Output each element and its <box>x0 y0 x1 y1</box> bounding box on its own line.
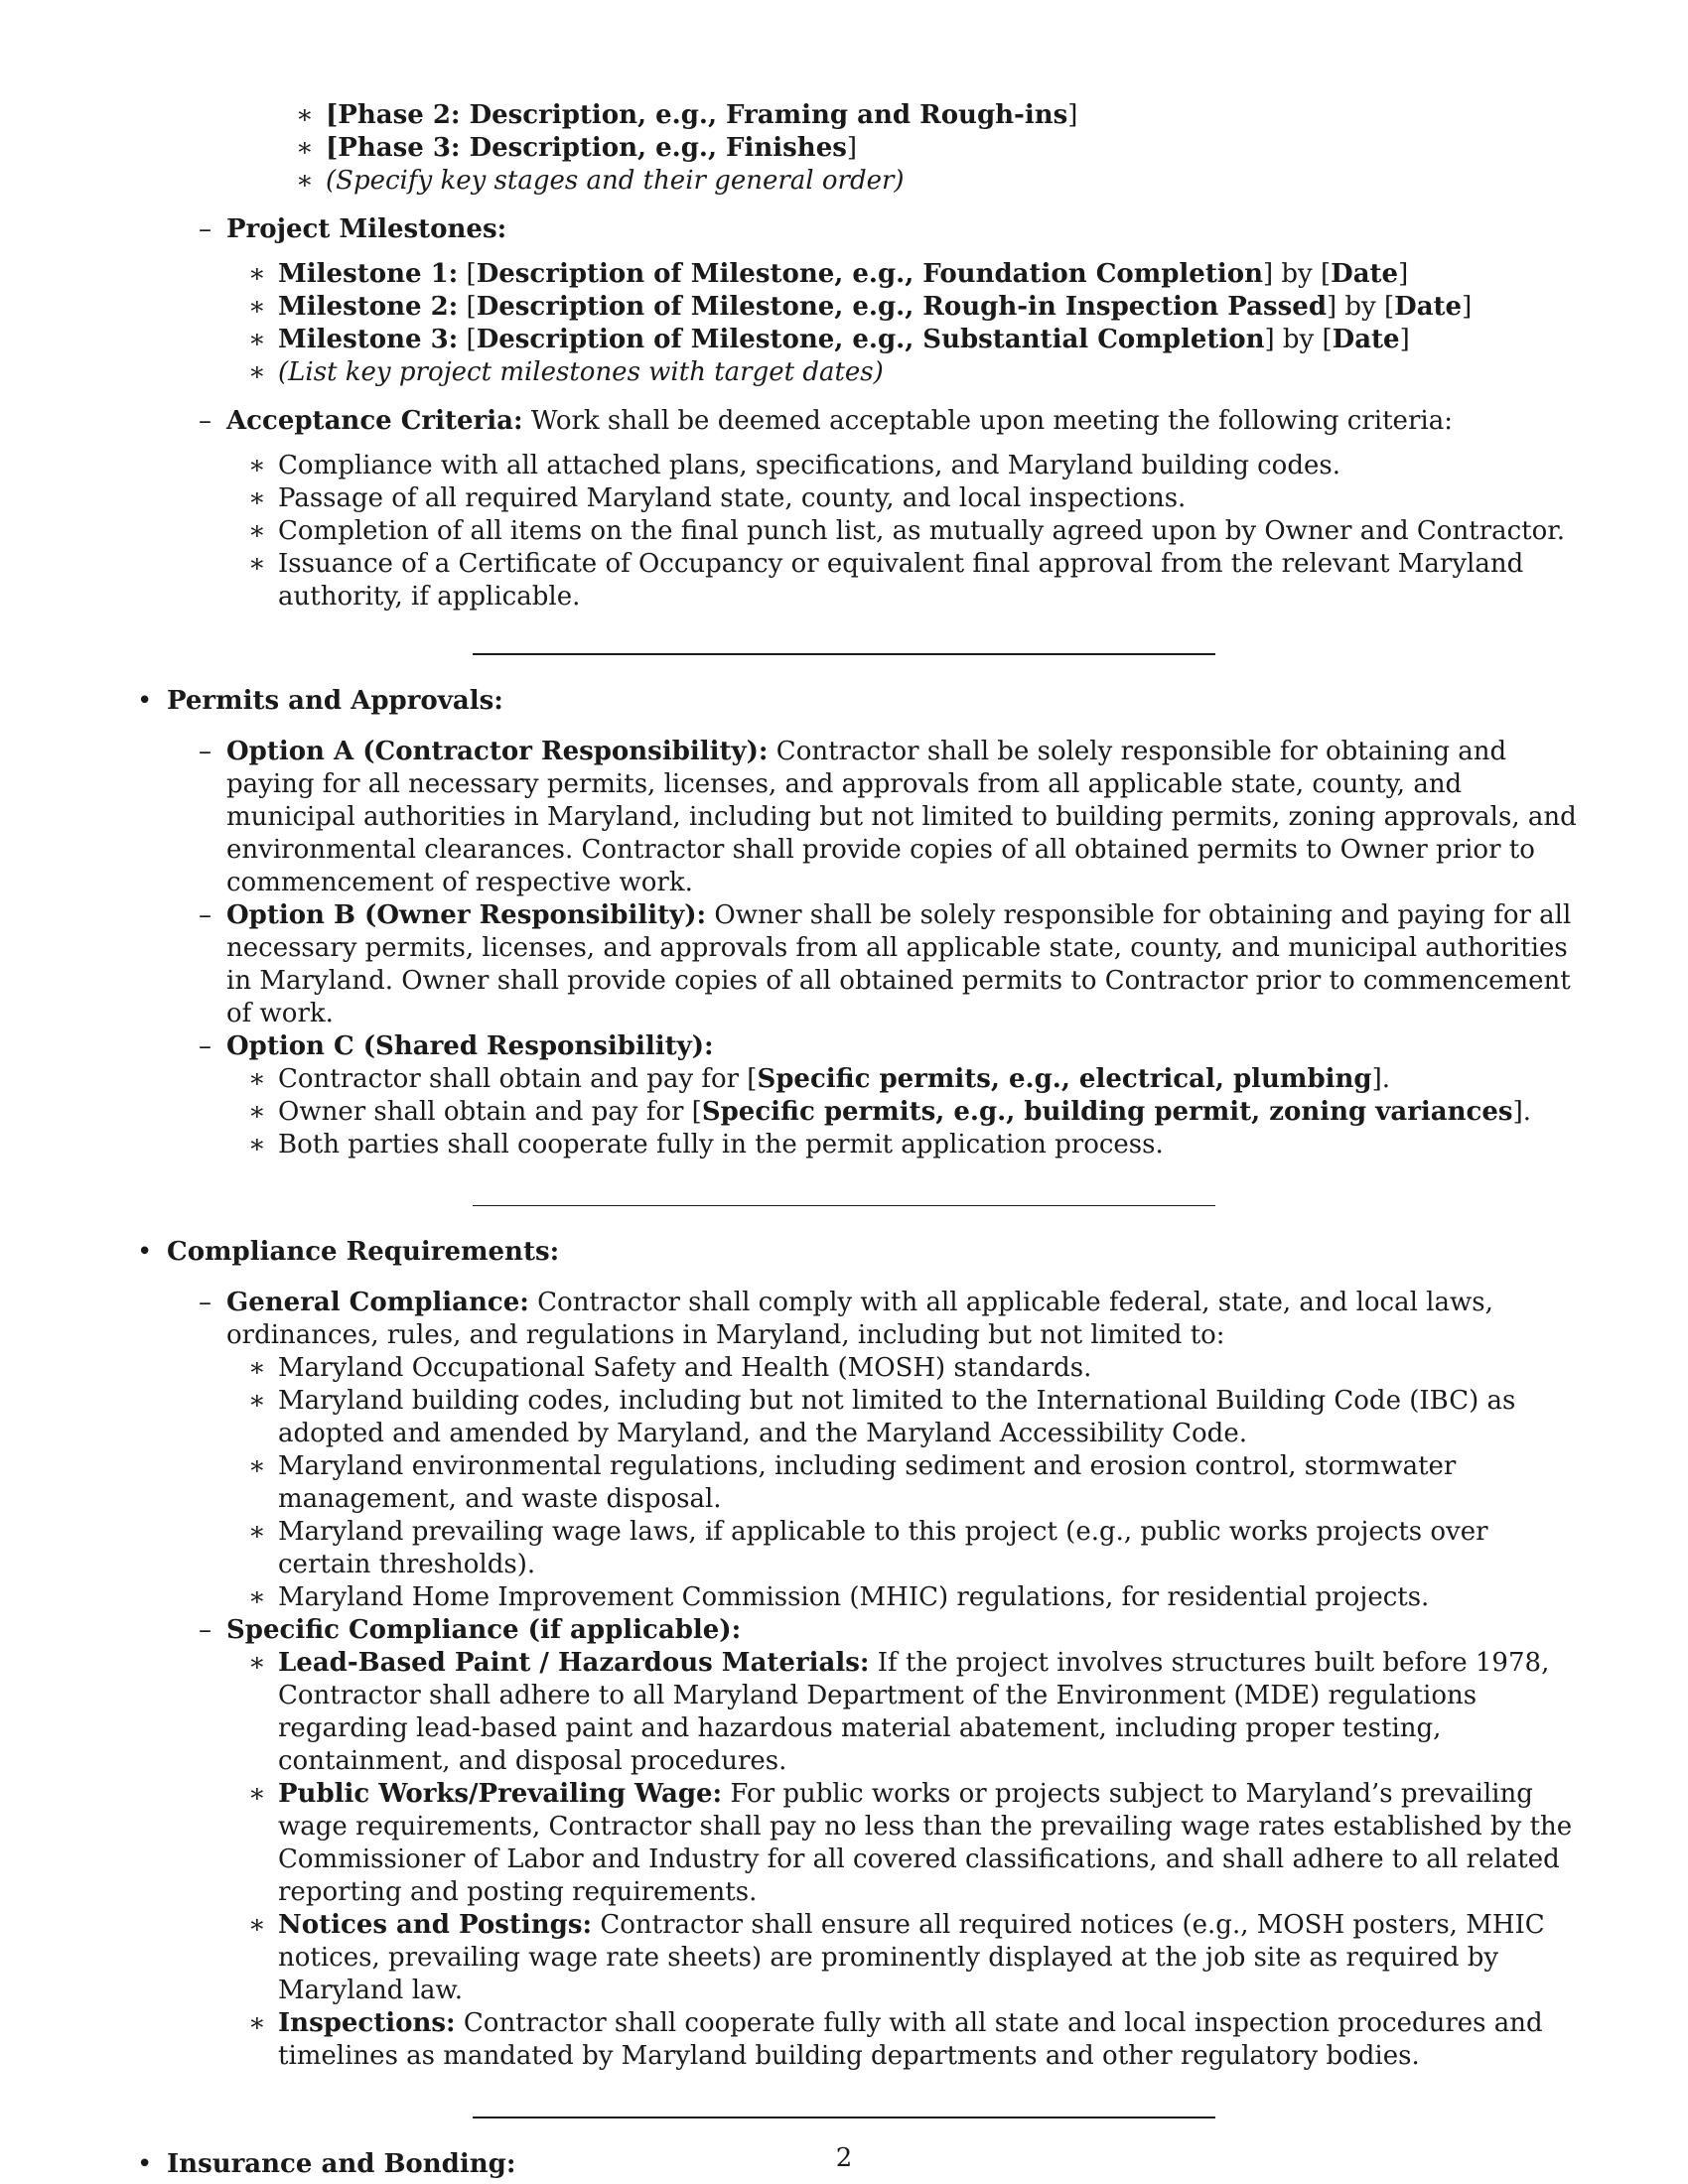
list-item: ∗ Maryland Occupational Safety and Health (MOSH) standards. <box>226 1352 1583 1385</box>
option-c-list <box>167 1063 1583 1161</box>
section-divider <box>473 2116 1215 2118</box>
phases-list <box>274 99 1583 198</box>
list-item: ∗ Inspections: Contractor shall cooperate fully with all state and local inspection procedures and timelines as mandated by Maryland building departments and other regulatory bodies. <box>226 2007 1583 2073</box>
permits-item <box>137 685 1583 1161</box>
general-compliance-item: – General Compliance: Contractor shall comply with all applicable federal, state, and local laws, ordinances, rules, and regulations in Maryland, including but not limited to: ∗ Maryland Occupational Safety and Health (MOSH) standards. ∗ Maryland building codes, including but not limited to the International Building Code (IBC) as adopted and amended by Maryland, and the Maryland Accessibility Code. ∗ Maryland environmental regulations, including sediment and erosion control, stormwater management, and waste disposal. ∗ Maryland prevailing wage laws, if applicable to this project (e.g., public works projects over certain thresholds). ∗ Maryland Home Improvement Commission (MHIC) regulations, for residential projects. <box>167 1287 1583 1614</box>
list-item: ∗ Passage of all required Maryland state, county, and local inspections. <box>226 482 1583 515</box>
specific-compliance-item: – Specific Compliance (if applicable): ∗ Lead-Based Paint / Hazardous Materials: If the project involves structures built before 1978, Contractor shall adhere to all Maryland Department of the Environment (MDE) regulations regarding lead-based paint and hazardous material abatement, including proper testing, containment, and disposal procedures. ∗ Public Works/Prevailing Wage: For public works or projects subject to Maryland’s prevailing wage requirements, Contractor shall pay no less than the prevailing wage rates established by the Commissioner of Labor and Industry for all covered classifications, and shall adhere to all related reporting and posting requirements. ∗ Notices and Postings: Contractor shall ensure all required notices (e.g., MOSH posters, MHIC notices, prevailing wage rate sheets) are prominently displayed at the job site as required by Maryland law. ∗ Inspections: Contractor shall cooperate fully with all state and local inspection procedures and timelines as mandated by Maryland building departments and other regulatory bodies. <box>167 1614 1583 2073</box>
option-a-item: – Option A (Contractor Responsibility): Contractor shall be solely responsible for obtaining and paying for all necessary permits, licenses, and approvals from all applicable state, county, and municipal authorities in Maryland, including but not limited to building permits, zoning approvals, and environmental clearances. Contractor shall provide copies of all obtained permits to Owner prior to commencement of respective work. <box>199 737 1577 897</box>
list-item: ∗ (List key project milestones with target dates) <box>226 356 1583 389</box>
specific-compliance-list <box>167 1647 1583 2073</box>
milestones-list <box>167 258 1583 389</box>
permits-options <box>167 736 1583 1161</box>
list-item: ∗ Owner shall obtain and pay for [Specific permits, e.g., building permit, zoning variances]. <box>226 1096 1583 1129</box>
list-item: ∗ Maryland building codes, including but not limited to the International Building Code (IBC) as adopted and amended by Maryland, and the Maryland Accessibility Code. <box>226 1385 1583 1450</box>
list-item: ∗ [Phase 2: Description, e.g., Framing and Rough-ins] <box>274 99 1583 132</box>
acceptance-heading: Acceptance Criteria: <box>226 406 523 436</box>
milestones-item: – Project Milestones: ∗ Milestone 1: [Description of Milestone, e.g., Foundation Completion] by [Date] ∗ Milestone 2: [Description of Milestone, e.g., Rough-in Inspection Passed] by [Date] ∗ Milestone 3: [Description of Milestone, e.g., Substantial Completion] by [Date] ∗ (List key project milestones with target dates) <box>167 213 1583 389</box>
list-item: ∗ (Specify key stages and their general order) <box>274 165 1583 198</box>
compliance-heading: Compliance Requirements: <box>167 1237 560 1267</box>
compliance-item <box>137 1236 1583 2073</box>
option-c-item: – Option C (Shared Responsibility): ∗ Contractor shall obtain and pay for [Specific permits, e.g., electrical, plumbing]. ∗ Owner shall obtain and pay for [Specific permits, e.g., building permit, zoning variances]. ∗ Both parties shall cooperate fully in the permit application process. <box>167 1030 1583 1161</box>
list-item: ∗ Milestone 3: [Description of Milestone, e.g., Substantial Completion] by [Date] <box>226 324 1583 356</box>
list-item: ∗ Lead-Based Paint / Hazardous Materials: If the project involves structures built before 1978, Contractor shall adhere to all Maryland Department of the Environment (MDE) regulations regarding lead-based paint and hazardous material abatement, including proper testing, containment, and disposal procedures. <box>226 1647 1583 1778</box>
compliance-sublist <box>167 1287 1583 2073</box>
list-item: ∗ Issuance of a Certificate of Occupancy or equivalent final approval from the relevant Maryland authority, if applicable. <box>226 548 1583 614</box>
compliance-section <box>137 1236 1583 2073</box>
milestones-heading: Project Milestones: <box>226 214 507 244</box>
list-item: ∗ Maryland prevailing wage laws, if applicable to this project (e.g., public works projects over certain thresholds). <box>226 1516 1583 1581</box>
acceptance-item: – Acceptance Criteria: Work shall be deemed acceptable upon meeting the following criteria: ∗ Compliance with all attached plans, specifications, and Maryland building codes. ∗ Passage of all required Maryland state, county, and local inspections. ∗ Completion of all items on the final punch list, as mutually agreed upon by Owner and Contractor. ∗ Issuance of a Certificate of Occupancy or equivalent final approval from the relevant Maryland authority, if applicable. <box>167 405 1583 614</box>
section-divider <box>473 653 1215 655</box>
list-item: ∗ Maryland Home Improvement Commission (MHIC) regulations, for residential projects. <box>226 1581 1583 1614</box>
page-number: 2 <box>835 2143 853 2173</box>
list-item: ∗ Maryland environmental regulations, including sediment and erosion control, stormwater management, and waste disposal. <box>226 1450 1583 1516</box>
list-item: ∗ Completion of all items on the final punch list, as mutually agreed upon by Owner and Contractor. <box>226 515 1583 548</box>
list-item: ∗ Milestone 1: [Description of Milestone, e.g., Foundation Completion] by [Date] <box>226 258 1583 291</box>
list-item: ∗ Milestone 2: [Description of Milestone, e.g., Rough-in Inspection Passed] by [Date] <box>226 291 1583 324</box>
option-b-item: – Option B (Owner Responsibility): Owner shall be solely responsible for obtaining and paying for all necessary permits, licenses, and approvals from all applicable state, county, and municipal authorities in Maryland. Owner shall provide copies of all obtained permits to Contractor prior to commencement of work. <box>199 900 1572 1028</box>
document-body <box>137 99 1583 2181</box>
list-item: ∗ Contractor shall obtain and pay for [Specific permits, e.g., electrical, plumbing]. <box>226 1063 1583 1096</box>
acceptance-list <box>167 450 1583 614</box>
general-compliance-list <box>167 1352 1583 1614</box>
list-item: ∗ Both parties shall cooperate fully in the permit application process. <box>226 1129 1583 1161</box>
scope-sublist <box>167 213 1583 614</box>
list-item: ∗ Compliance with all attached plans, specifications, and Maryland building codes. <box>226 450 1583 482</box>
list-item: ∗ Notices and Postings: Contractor shall ensure all required notices (e.g., MOSH posters, MHIC notices, prevailing wage rate sheets) are prominently displayed at the job site as required by Maryland law. <box>226 1909 1583 2007</box>
list-item: ∗ Public Works/Prevailing Wage: For public works or projects subject to Maryland’s prevailing wage requirements, Contractor shall pay no less than the prevailing wage rates established by the Commissioner of Labor and Industry for all covered classifications, and shall adhere to all related reporting and posting requirements. <box>226 1778 1583 1909</box>
insurance-heading: Insurance and Bonding: <box>167 2149 516 2179</box>
permits-section <box>137 685 1583 1161</box>
section-divider <box>473 1205 1215 1206</box>
permits-heading: Permits and Approvals: <box>167 686 503 716</box>
list-item: ∗ [Phase 3: Description, e.g., Finishes] <box>274 132 1583 165</box>
